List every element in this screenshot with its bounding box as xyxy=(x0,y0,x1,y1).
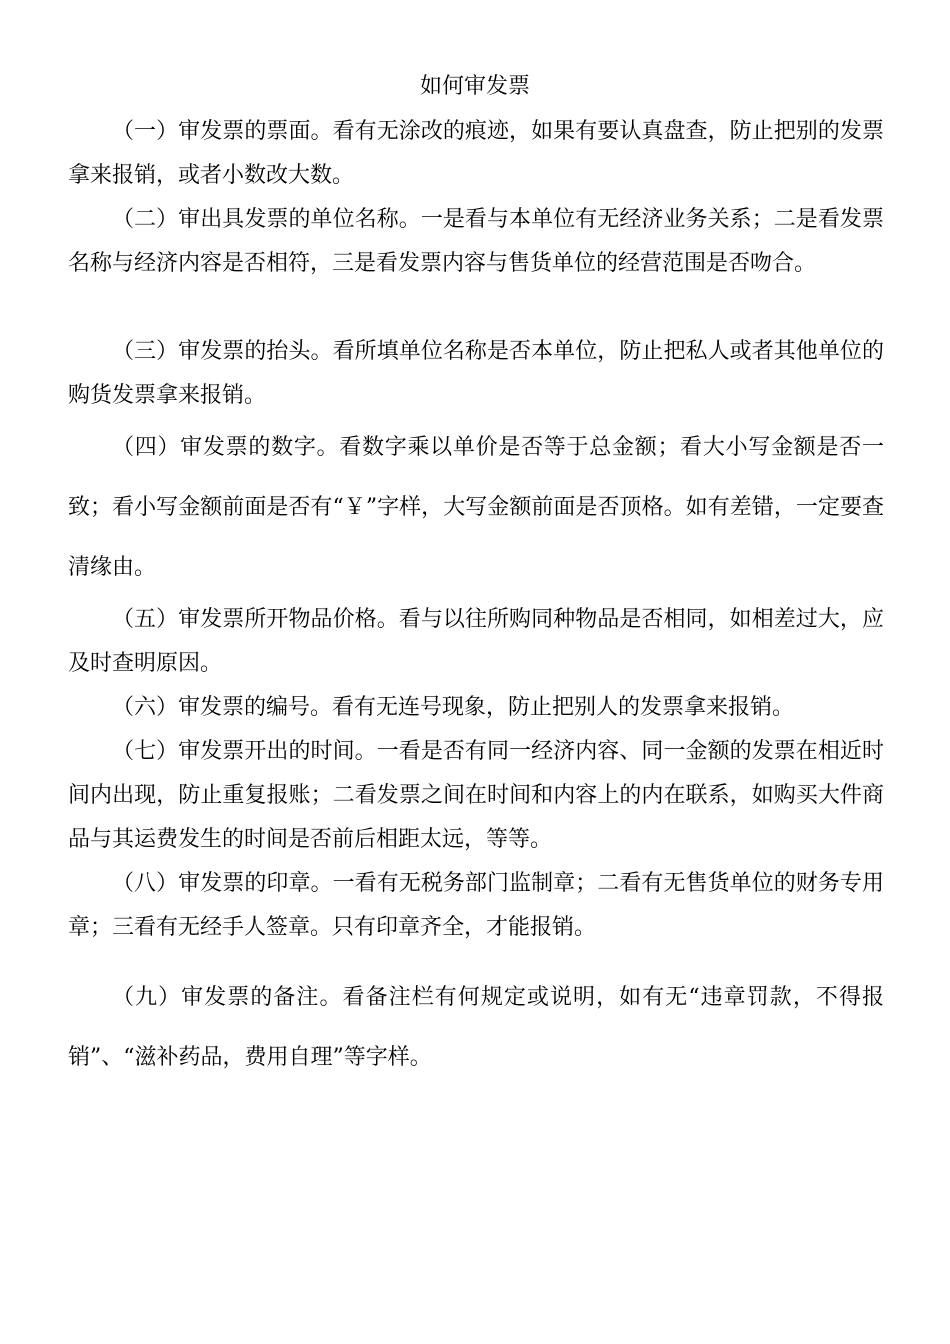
paragraph-9: （九）审发票的备注。看备注栏有何规定或说明，如有无“违章罚款，不得报销”、“滋补药品，费用自理”等字样。 xyxy=(68,985,884,1070)
paragraph-2: （二）审出具发票的单位名称。一是看与本单位有无经济业务关系；二是看发票名称与经济内容是否相符，三是看发票内容与售货单位的经营范围是否吻合。 xyxy=(68,207,884,276)
paragraph-1: （一）审发票的票面。看有无涂改的痕迹，如果有要认真盘查，防止把别的发票拿来报销，或者小数改大数。 xyxy=(68,119,884,188)
paragraph-3: （三）审发票的抬头。看所填单位名称是否本单位，防止把私人或者其他单位的购货发票拿来报销。 xyxy=(68,339,884,408)
paragraph-4: （四）审发票的数字。看数字乘以单价是否等于总金额；看大小写金额是否一致；看小写金额前面是否有“￥”字样，大写金额前面是否顶格。如有差错，一定要查清缘由。 xyxy=(68,435,884,580)
paragraph-8: （八）审发票的印章。一看有无税务部门监制章；二看有无售货单位的财务专用章；三看有无经手人签章。只有印章齐全，才能报销。 xyxy=(68,871,884,940)
paragraph-5: （五）审发票所开物品价格。看与以往所购同种物品是否相同，如相差过大，应及时查明原因。 xyxy=(68,607,884,676)
document-title: 如何审发票 xyxy=(419,74,530,99)
paragraph-7: （七）审发票开出的时间。一看是否有同一经济内容、同一金额的发票在相近时间内出现，防止重复报账；二看发票之间在时间和内容上的内在联系，如购买大件商品与其运费发生的时间是否前后相距太远，等等。 xyxy=(68,739,884,852)
paragraph-6: （六）审发票的编号。看有无连号现象，防止把别人的发票拿来报销。 xyxy=(112,695,795,720)
